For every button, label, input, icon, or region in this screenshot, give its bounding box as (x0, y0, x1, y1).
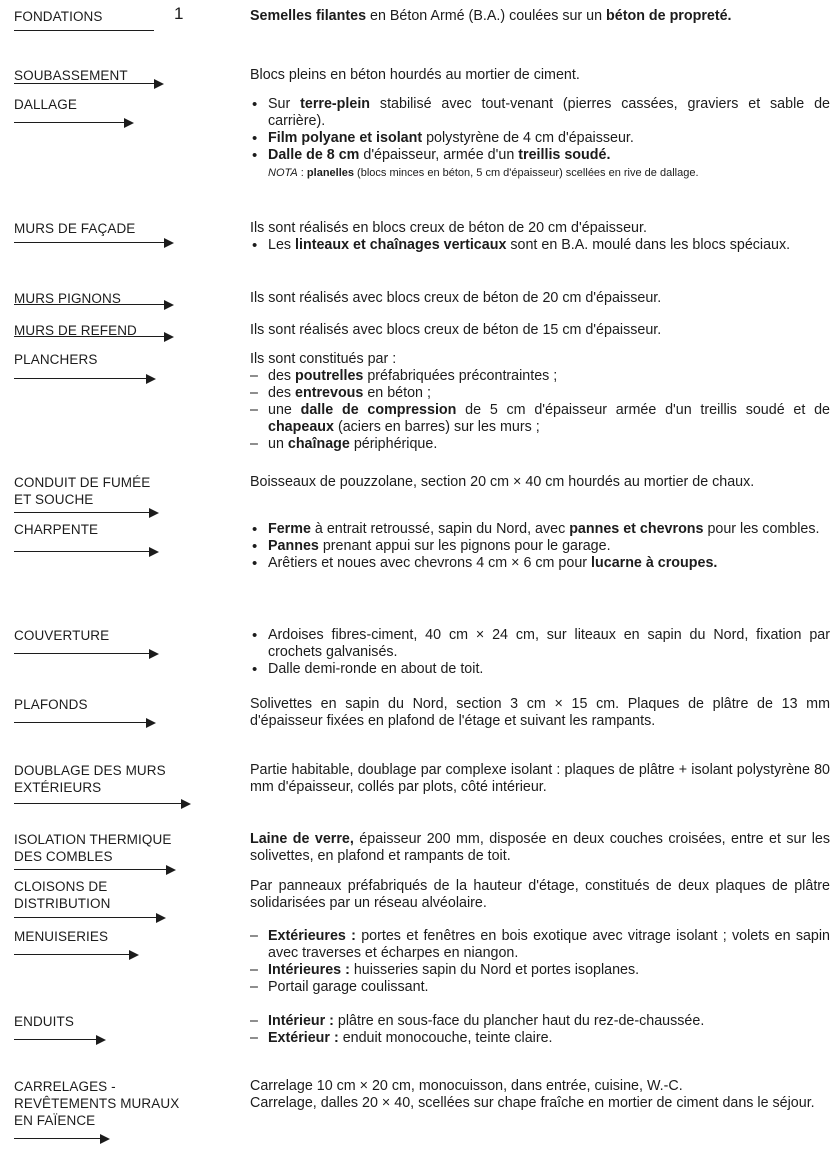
list-item: – Extérieur : enduit monocouche, teinte claire. (250, 1030, 830, 1047)
arrow-icon (14, 547, 159, 557)
list-item: – des poutrelles préfabriquées précontraintes ; (250, 368, 830, 385)
section-content: Partie habitable, doublage par complexe isolant : plaques de plâtre + isolant polystyrène 80 mm d'épaisseur, collés par plots, côté intérieur. (250, 762, 830, 795)
section-label: DOUBLAGE DES MURS EXTÉRIEURS (14, 763, 166, 795)
section-label: MENUISERIES (14, 929, 109, 944)
list-item: • Arêtiers et noues avec chevrons 4 cm × 6 cm pour lucarne à croupes. (250, 555, 830, 572)
section-content (250, 1013, 830, 1047)
list-item: • Les linteaux et chaînages verticaux sont en B.A. moulé dans les blocs spéciaux. (250, 237, 830, 254)
section-content: Ils sont réalisés avec blocs creux de béton de 20 cm d'épaisseur. (250, 290, 662, 306)
arrow-icon (14, 649, 159, 659)
page-number: 1 (174, 4, 184, 23)
section-label: CONDUIT DE FUMÉE ET SOUCHE (14, 475, 151, 507)
label-text: FONDATIONS (14, 9, 103, 24)
list-item: – une dalle de compression de 5 cm d'épaisseur armée d'un treillis soudé et de chapeaux (aciers en barres) sur les murs ; (250, 402, 830, 436)
section-content: Ils sont constitués par : – des poutrelles préfabriquées précontraintes ; – des entrevous en béton ; – une dalle de compression de 5 cm d'épaisseur armée d'un treillis soudé et de chapeaux (aciers en barres) sur les murs ; – un chaînage périphérique. (250, 351, 830, 453)
section-label: CLOISONS DE DISTRIBUTION (14, 879, 111, 911)
list-item: • Pannes prenant appui sur les pignons pour le garage. (250, 538, 830, 555)
arrow-icon (14, 1035, 106, 1045)
arrow-icon (14, 718, 156, 728)
arrow-icon (14, 865, 176, 875)
list-item: – Extérieures : portes et fenêtres en bois exotique avec vitrage isolant ; volets en sapin avec traverses et écharpes en niangon. (250, 928, 830, 962)
section-content: Carrelage 10 cm × 20 cm, monocuisson, dans entrée, cuisine, W.-C. Carrelage, dalles 20 × 40, scellées sur chape fraîche en mortier de ciment dans le séjour. (250, 1078, 815, 1111)
list-item: – Intérieures : huisseries sapin du Nord et portes isoplanes. (250, 962, 830, 979)
section-content: Par panneaux préfabriqués de la hauteur d'étage, constitués de deux plaques de plâtre solidarisées par un réseau alvéolaire. (250, 878, 830, 911)
section-label: ENDUITS (14, 1014, 74, 1029)
section-content: Ils sont réalisés avec blocs creux de béton de 15 cm d'épaisseur. (250, 322, 662, 338)
nota: NOTA : planelles (blocs minces en béton, 5 cm d'épaisseur) scellées en rive de dallage. (268, 167, 699, 179)
section-label: MURS DE FAÇADE (14, 221, 136, 236)
section-label: SOUBASSEMENT (14, 68, 128, 83)
section-label (14, 4, 229, 25)
arrow-icon (14, 1134, 110, 1144)
section-content: Laine de verre, épaisseur 200 mm, disposée en deux couches croisées, entre et sur les solivettes, en plafond et rampants de toit. (250, 831, 830, 864)
section-content: Solivettes en sapin du Nord, section 3 cm × 15 cm. Plaques de plâtre de 13 mm d'épaisseur fixées en plafond de l'étage et suivant les rampants. (250, 696, 830, 729)
label-underline (14, 30, 154, 31)
section-content: Ils sont réalisés en blocs creux de béton de 20 cm d'épaisseur. • Les linteaux et chaînages verticaux sont en B.A. moulé dans les blocs spéciaux. (250, 220, 830, 254)
section-label: MURS DE REFEND (14, 323, 137, 338)
list-item: • Ferme à entrait retroussé, sapin du Nord, avec pannes et chevrons pour les combles. (250, 521, 830, 538)
section-label: PLANCHERS (14, 352, 98, 367)
section-content (250, 521, 830, 572)
section-content: Blocs pleins en béton hourdés au mortier de ciment. (250, 67, 580, 83)
section-content (250, 96, 830, 180)
list-item: – Intérieur : plâtre en sous-face du plancher haut du rez-de-chaussée. (250, 1013, 830, 1030)
section-label: CARRELAGES - REVÊTEMENTS MURAUX EN FAÏENCE (14, 1079, 180, 1128)
section-content (250, 627, 830, 678)
section-content (250, 928, 830, 996)
section-label: COUVERTURE (14, 628, 110, 643)
list-item: – un chaînage périphérique. (250, 436, 830, 453)
section-label: DALLAGE (14, 97, 77, 112)
arrow-icon (14, 118, 134, 128)
list-item: • Sur terre-plein stabilisé avec tout-venant (pierres cassées, graviers et sable de carrière). (250, 96, 830, 130)
list-item: • Dalle demi-ronde en about de toit. (250, 661, 830, 678)
section-label: CHARPENTE (14, 522, 99, 537)
arrow-icon (14, 332, 174, 342)
arrow-icon (14, 79, 164, 89)
list-item: – Portail garage coulissant. (250, 979, 830, 996)
arrow-icon (14, 300, 174, 310)
list-item: • Dalle de 8 cm d'épaisseur, armée d'un treillis soudé. (250, 147, 830, 164)
section-label: PLAFONDS (14, 697, 88, 712)
section-label: ISOLATION THERMIQUE DES COMBLES (14, 832, 172, 864)
arrow-icon (14, 238, 174, 248)
section-content: Boisseaux de pouzzolane, section 20 cm × 40 cm hourdés au mortier de chaux. (250, 474, 755, 490)
arrow-icon (14, 799, 191, 809)
arrow-icon (14, 374, 156, 384)
section-content: Semelles filantes en Béton Armé (B.A.) coulées sur un béton de propreté. (250, 8, 732, 24)
section-label: MURS PIGNONS (14, 291, 121, 306)
list-item: – des entrevous en béton ; (250, 385, 830, 402)
arrow-icon (14, 508, 159, 518)
list-item: • Ardoises fibres-ciment, 40 cm × 24 cm, sur liteaux en sapin du Nord, fixation par crochets galvanisés. (250, 627, 830, 661)
arrow-icon (14, 913, 166, 923)
arrow-icon (14, 950, 139, 960)
list-item: • Film polyane et isolant polystyrène de 4 cm d'épaisseur. (250, 130, 830, 147)
